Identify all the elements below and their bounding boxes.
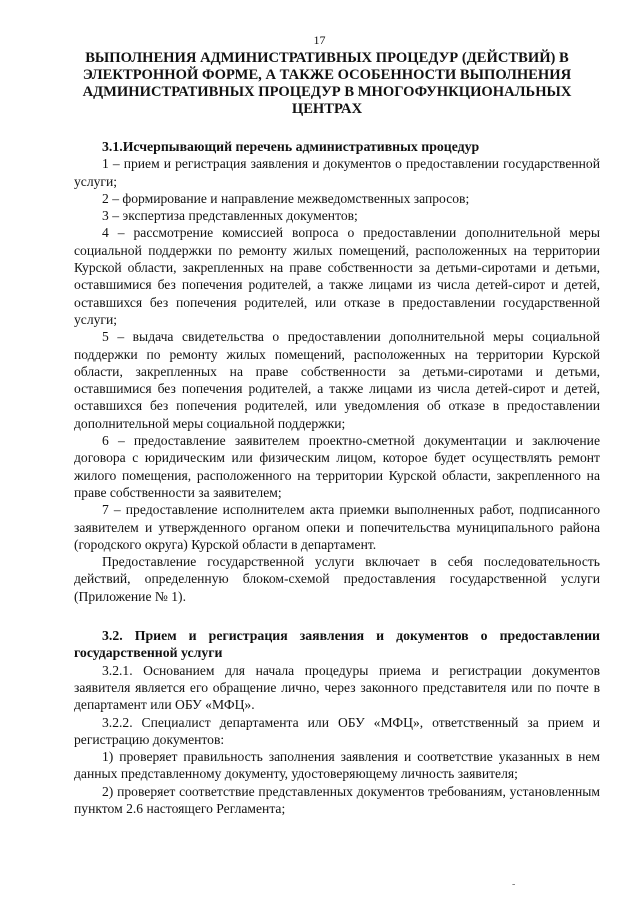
paragraph-item-1: 1) проверяет правильность заполнения заявления и соответствие указанных в нем данных представленному документу, удостоверяющему личность заявителя; — [74, 749, 600, 782]
scan-mark: - — [512, 879, 516, 890]
paragraph-item-2: 2) проверяет соответствие представленных документов требованиям, установленным пунктом 2.6 настоящего Регламента; — [74, 783, 600, 816]
procedure-item: 6 – предоставление заявителем проектно-сметной документации и заключение договора с юридическим или физическим лицом, которое будет осуществлять ремонт жилого помещения, расположенного на территории Курской области, закрепленного на праве собственности за заявителем; — [74, 433, 600, 500]
paragraph-3-2-2: 3.2.2. Специалист департамента или ОБУ «МФЦ», ответственный за прием и регистрацию документов: — [74, 714, 600, 747]
procedure-item: 2 – формирование и направление межведомственных запросов; — [102, 190, 470, 206]
section-3-1-heading: 3.1.Исчерпывающий перечень административных процедур — [102, 139, 480, 154]
paragraph-3-2-1: 3.2.1. Основанием для начала процедуры приема и регистрации документов заявителя является его обращение лично, через законного представителя или по почте в департамент или ОБУ «МФЦ». — [74, 662, 600, 713]
section-3-2-heading: 3.2. Прием и регистрация заявления и документов о предоставлении государственной услуги — [74, 628, 600, 661]
section-3-1-closing: Предоставление государственной услуги включает в себя последовательность действий, определенную блоком-схемой предоставления государственной услуги (Приложение № 1). — [74, 554, 600, 604]
procedure-item: 3 – экспертиза представленных документов; — [102, 208, 358, 224]
procedure-item: 4 – рассмотрение комиссией вопроса о предоставлении дополнительной меры социальной поддержки по ремонту жилых помещений, расположенных на территории Курской области, закрепленных на праве собственности за детьми-сиротами и детьми, оставшимися без попечения родителей, а также лицами из числа детей-сирот и детей, оставшихся без попечения родителей, или отказе в предоставлении государственной услуги; — [74, 225, 600, 327]
page-number: 17 — [313, 33, 326, 47]
document-body — [74, 138, 600, 817]
section-title: ВЫПОЛНЕНИЯ АДМИНИСТРАТИВНЫХ ПРОЦЕДУР (ДЕЙСТВИЙ) В ЭЛЕКТРОННОЙ ФОРМЕ, А ТАКЖЕ ОСОБЕННОСТИ ВЫПОЛНЕНИЯ АДМИНИСТРАТИВНЫХ ПРОЦЕДУР В МНОГОФУНКЦИОНАЛЬНЫХ ЦЕНТРАХ — [82, 50, 572, 117]
procedure-item: 7 – предоставление исполнителем акта приемки выполненных работ, подписанного заявителем и утвержденного органом опеки и попечительства муниципального района (городского округа) Курской области в департамент. — [74, 502, 600, 552]
procedure-item: 5 – выдача свидетельства о предоставлении дополнительной меры социальной поддержки по ремонту жилых помещений, расположенных на территории Курской области, закрепленных на праве собственности за детьми-сиротами и детьми, оставшимися без попечения родителей, а также лицами из числа детей-сирот и детей, оставшихся без попечения родителей, или уведомления об отказе в предоставлении дополнительной меры социальной поддержки; — [74, 329, 600, 431]
procedure-item: 1 – прием и регистрация заявления и документов о предоставлении государственной услуги; — [74, 156, 600, 189]
